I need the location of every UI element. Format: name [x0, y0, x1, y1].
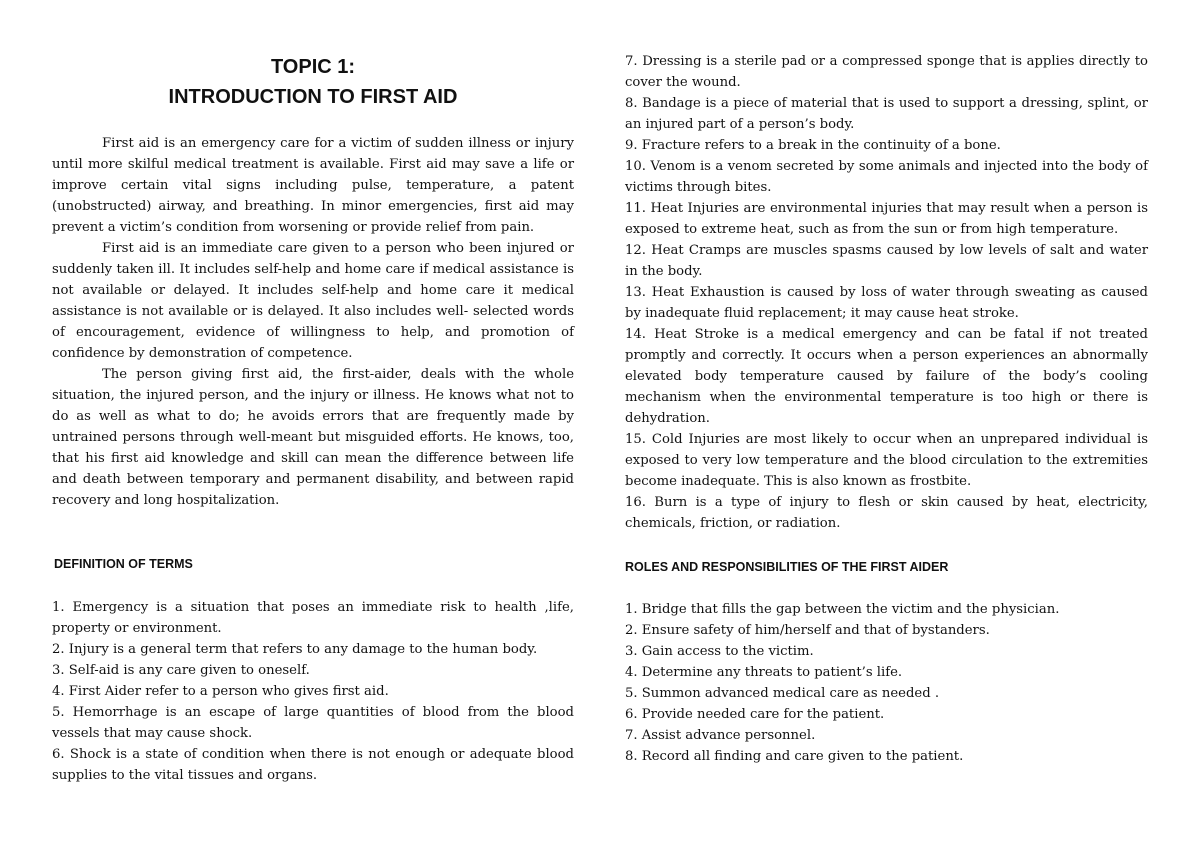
roles-list — [625, 599, 1148, 767]
definition-item-13: 13. Heat Exhaustion is caused by loss of water through sweating as caused by inadequate fluid replacement; it may cause heat stroke. — [625, 285, 1148, 321]
role-item-8: 8. Record all finding and care given to the patient. — [625, 749, 964, 764]
definition-item-8: 8. Bandage is a piece of material that is used to support a dressing, splint, or an injured part of a person’s body. — [625, 96, 1148, 132]
definition-item-10: 10. Venom is a venom secreted by some animals and injected into the body of victims through bites. — [625, 159, 1148, 195]
role-item-3: 3. Gain access to the victim. — [625, 644, 814, 659]
definition-item-6: 6. Shock is a state of condition when there is not enough or adequate blood supplies to the vital tissues and organs. — [52, 747, 574, 783]
role-item-4: 4. Determine any threats to patient’s life. — [625, 665, 903, 680]
intro-paragraph-2: First aid is an immediate care given to a person who been injured or suddenly taken ill. It includes self-help and home care if medical assistance is not available or delayed. It includes self-help and home care it medical assistance is not available or is delayed. It also includes well- selected words of encouragement, evidence of willingness to help, and promotion of confidence by demonstration of competence. — [52, 241, 574, 361]
definition-item-4: 4. First Aider refer to a person who gives first aid. — [52, 684, 389, 699]
role-item-5: 5. Summon advanced medical care as needed . — [625, 686, 940, 701]
definition-list-part-1 — [52, 597, 574, 786]
definition-of-terms-heading: DEFINITION OF TERMS — [54, 557, 193, 571]
definition-item-11: 11. Heat Injuries are environmental injuries that may result when a person is exposed to extreme heat, such as from the sun or from high temperature. — [625, 201, 1148, 237]
definition-list-part-2 — [625, 51, 1148, 534]
role-item-1: 1. Bridge that fills the gap between the victim and the physician. — [625, 602, 1060, 617]
role-item-7: 7. Assist advance personnel. — [625, 728, 816, 743]
definition-item-5: 5. Hemorrhage is an escape of large quantities of blood from the blood vessels that may cause shock. — [52, 705, 574, 741]
topic-number-title: TOPIC 1: — [270, 56, 356, 78]
intro-paragraph-1: First aid is an emergency care for a victim of sudden illness or injury until more skilful medical treatment is available. First aid may save a life or improve certain vital signs including pulse, temperature, a patent (unobstructed) airway, and breathing. In minor emergencies, first aid may prevent a victim’s condition from worsening or provide relief from pain. — [52, 136, 574, 235]
definition-item-3: 3. Self-aid is any care given to oneself. — [52, 663, 310, 678]
definition-item-9: 9. Fracture refers to a break in the continuity of a bone. — [625, 138, 1001, 153]
definition-item-12: 12. Heat Cramps are muscles spasms caused by low levels of salt and water in the body. — [625, 243, 1148, 279]
topic-title: INTRODUCTION TO FIRST AID — [168, 86, 458, 108]
role-item-2: 2. Ensure safety of him/herself and that of bystanders. — [625, 623, 990, 638]
definition-item-2: 2. Injury is a general term that refers to any damage to the human body. — [52, 642, 538, 657]
definition-item-15: 15. Cold Injuries are most likely to occur when an unprepared individual is exposed to very low temperature and the blood circulation to the extremities become inadequate. This is also known as frostbite. — [625, 432, 1148, 489]
role-item-6: 6. Provide needed care for the patient. — [625, 707, 885, 722]
definition-item-16: 16. Burn is a type of injury to flesh or skin caused by heat, electricity, chemicals, friction, or radiation. — [625, 495, 1148, 531]
definition-item-7: 7. Dressing is a sterile pad or a compressed sponge that is applies directly to cover the wound. — [625, 54, 1148, 90]
intro-paragraph-3: The person giving first aid, the first-aider, deals with the whole situation, the injured person, and the injury or illness. He knows what not to do as well as what to do; he avoids errors that are frequently made by untrained persons through well-meant but misguided efforts. He knows, too, that his first aid knowledge and skill can mean the difference between life and death between temporary and permanent disability, and between rapid recovery and long hospitalization. — [52, 367, 574, 508]
definition-item-1: 1. Emergency is a situation that poses an immediate risk to health ,life, property or environment. — [52, 600, 574, 636]
roles-heading: ROLES AND RESPONSIBILITIES OF THE FIRST AIDER — [625, 560, 949, 574]
definition-item-14: 14. Heat Stroke is a medical emergency and can be fatal if not treated promptly and correctly. It occurs when a person experiences an abnormally elevated body temperature caused by failure of the body’s cooling mechanism when the environmental temperature is too high or there is dehydration. — [625, 327, 1148, 426]
